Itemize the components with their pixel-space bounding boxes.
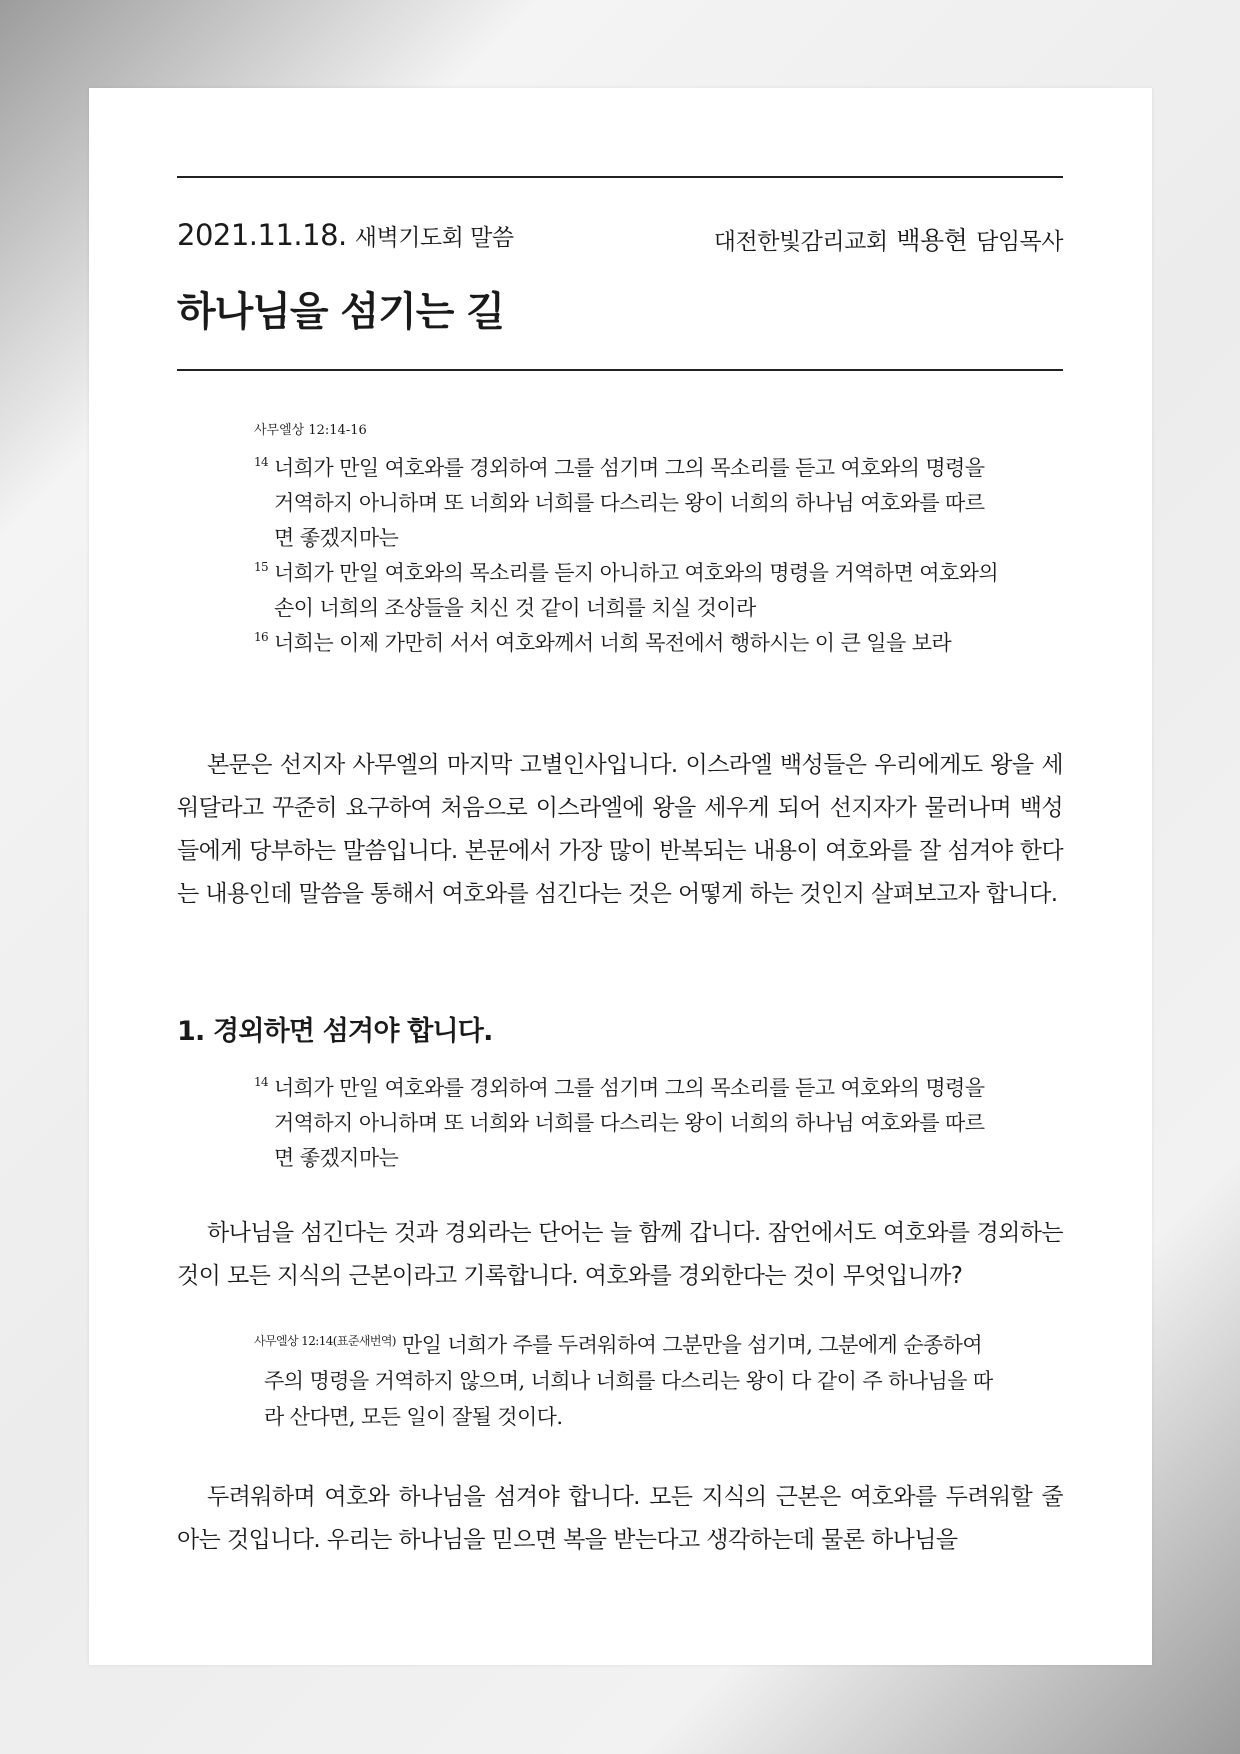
sermon-date-line	[177, 218, 514, 252]
sermon-title: 하나님을 섬기는 길	[177, 289, 504, 335]
pastor-title: 담임목사	[976, 229, 1063, 255]
verse-text: 너희는 이제 가만히 서서 여호와께서 너희 목전에서 행하시는 이 큰 일을 보라	[274, 631, 952, 655]
church-name: 대전한빛감리교회	[713, 229, 888, 255]
scripture-passage	[254, 451, 1004, 661]
verse-16: $^{16}$ 너희는 이제 가만히 서서 여호와께서 너희 목전에서 행하시는 이 큰 일을 보라	[254, 630, 952, 655]
verse-14: $^{14}$ 너희가 만일 여호와를 경외하여 그를 섬기며 그의 목소리를 듣고 여호와의 명령을 거역하지 아니하며 또 너희와 너희를 다스리는 왕이 너희의 하나님 여호와를 따르면 좋겠지마는	[254, 1075, 985, 1170]
header-bottom-rule	[177, 369, 1063, 371]
verse-text: 너희가 만일 여호와를 경외하여 그를 섬기며 그의 목소리를 듣고 여호와의 명령을 거역하지 아니하며 또 너희와 너희를 다스리는 왕이 너희의 하나님 여호와를 따르면 좋겠지마는	[274, 456, 985, 550]
verse-text: 너희가 만일 여호와를 경외하여 그를 섬기며 그의 목소리를 듣고 여호와의 명령을 거역하지 아니하며 또 너희와 너희를 다스리는 왕이 너희의 하나님 여호와를 따르면 좋겠지마는	[274, 1076, 985, 1170]
sermon-date: 2021.11.18.	[177, 218, 347, 252]
section-1-scripture	[254, 1071, 1004, 1176]
scripture-reference: 사무엘상 12:14-16	[254, 423, 367, 438]
section-1-heading: 1. 경외하면 섬겨야 합니다.	[177, 1016, 493, 1047]
quote-reference: 사무엘상 12:14(표준새번역)	[254, 1334, 396, 1348]
church-pastor-line	[714, 221, 1063, 257]
header-top-rule	[177, 176, 1063, 178]
intro-paragraph: 본문은 선지자 사무엘의 마지막 고별인사입니다. 이스라엘 백성들은 우리에게도 왕을 세워달라고 꾸준히 요구하여 처음으로 이스라엘에 왕을 세우게 되어 선지자가 물러나며 백성들에게 당부하는 말씀입니다. 본문에서 가장 많이 반복되는 내용이 여호와를 잘 섬겨야 한다는 내용인데 말씀을 통해서 여호와를 섬긴다는 것은 어떻게 하는 것인지 살펴보고자 합니다.	[177, 752, 1063, 907]
pastor-name: 백용현	[896, 226, 968, 255]
verse-15: $^{15}$ 너희가 만일 여호와의 목소리를 듣지 아니하고 여호와의 명령을 거역하면 여호와의 손이 너희의 조상들을 치신 것 같이 너희를 치실 것이라	[254, 560, 998, 620]
service-name: 새벽기도회 말씀	[354, 225, 514, 251]
verse-14: $^{14}$ 너희가 만일 여호와를 경외하여 그를 섬기며 그의 목소리를 듣고 여호와의 명령을 거역하지 아니하며 또 너희와 너희를 다스리는 왕이 너희의 하나님 여호와를 따르면 좋겠지마는	[254, 455, 985, 550]
document-page	[89, 88, 1152, 1665]
translation-quote	[254, 1327, 1004, 1435]
quote-text: 만일 너희가 주를 두려워하여 그분만을 섬기며, 그분에게 순종하여 주의 명령을 거역하지 않으며, 너희나 너희를 다스리는 왕이 다 같이 주 하나님을 따라 산다면, 모든 일이 잘될 것이다.	[264, 1333, 993, 1429]
section-1-paragraph-1: 하나님을 섬긴다는 것과 경외라는 단어는 늘 함께 갑니다. 잠언에서도 여호와를 경외하는 것이 모든 지식의 근본이라고 기록합니다. 여호와를 경외한다는 것이 무엇입니까?	[177, 1220, 1063, 1289]
section-1-paragraph-2: 두려워하며 여호와 하나님을 섬겨야 합니다. 모든 지식의 근본은 여호와를 두려워할 줄 아는 것입니다. 우리는 하나님을 믿으면 복을 받는다고 생각하는데 물론 하나님을	[177, 1484, 1063, 1553]
verse-text: 너희가 만일 여호와의 목소리를 듣지 아니하고 여호와의 명령을 거역하면 여호와의 손이 너희의 조상들을 치신 것 같이 너희를 치실 것이라	[274, 561, 998, 620]
